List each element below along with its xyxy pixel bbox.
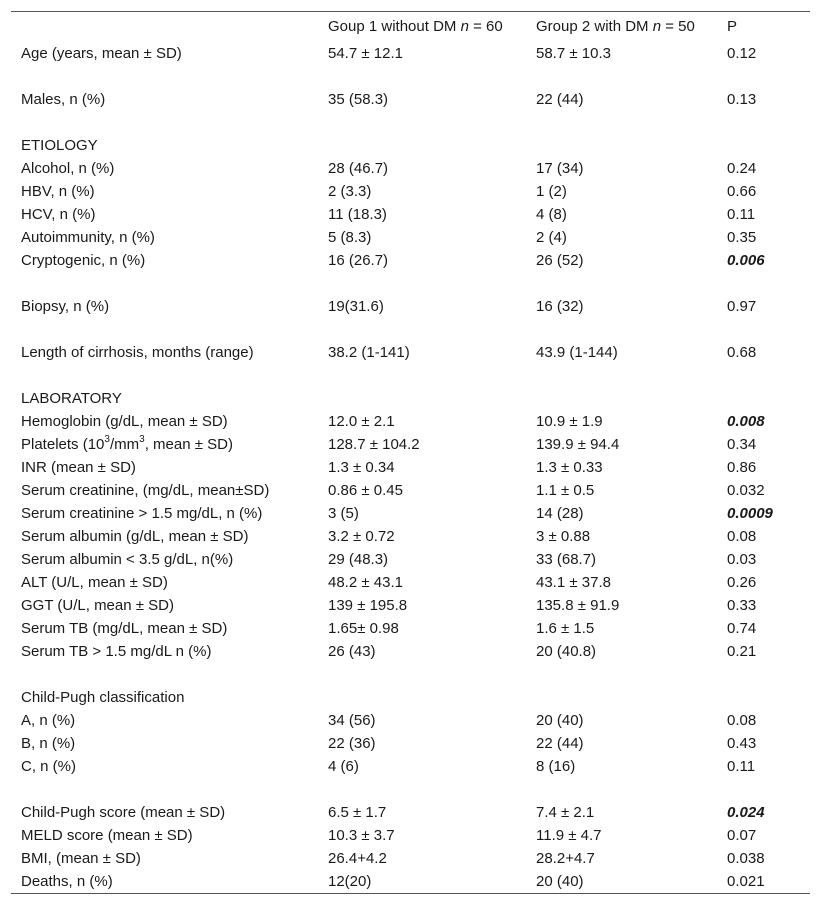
group1-value: 22 (36) — [328, 735, 376, 752]
row-label: Child-Pugh classification — [21, 689, 185, 706]
table-row — [11, 525, 810, 548]
spacer-row — [11, 778, 810, 801]
group1-value: 6.5 ± 1.7 — [328, 804, 387, 821]
group1-value: 11 (18.3) — [328, 206, 387, 223]
p-value: 0.11 — [727, 758, 756, 775]
comparison-table — [11, 11, 810, 894]
table-row — [11, 617, 810, 640]
group2-value: 22 (44) — [536, 91, 584, 108]
group2-value: 20 (40) — [536, 712, 584, 729]
row-label: Serum creatinine > 1.5 mg/dL, n (%) — [21, 505, 263, 522]
group2-value: 4 (8) — [536, 206, 567, 223]
row-label: Biopsy, n (%) — [21, 298, 110, 315]
group2-value: 139.9 ± 94.4 — [536, 436, 620, 453]
group1-value: 35 (58.3) — [328, 91, 389, 108]
p-value: 0.21 — [727, 643, 757, 660]
group2-value: 22 (44) — [536, 735, 584, 752]
table-row — [11, 640, 810, 663]
row-label: Serum albumin (g/dL, mean ± SD) — [21, 528, 249, 545]
group2-value: 20 (40) — [536, 873, 584, 890]
row-label: Deaths, n (%) — [21, 873, 113, 890]
group2-value: 33 (68.7) — [536, 551, 597, 568]
group1-value: 28 (46.7) — [328, 160, 389, 177]
group2-value: 11.9 ± 4.7 — [536, 827, 602, 844]
p-value-significant: 0.008 — [727, 413, 765, 430]
table-row — [11, 479, 810, 502]
row-label: Serum TB (mg/dL, mean ± SD) — [21, 620, 228, 637]
group2-value: 1.6 ± 1.5 — [536, 620, 595, 637]
row-label: BMI, (mean ± SD) — [21, 850, 141, 867]
table-row — [11, 42, 810, 65]
group2-value: 17 (34) — [536, 160, 584, 177]
group1-value: 54.7 ± 12.1 — [328, 45, 403, 62]
p-value-significant: 0.024 — [727, 804, 765, 821]
row-label: LABORATORY — [21, 390, 122, 407]
p-value: 0.12 — [727, 45, 757, 62]
table-row — [11, 824, 810, 847]
row-label: A, n (%) — [21, 712, 76, 729]
group1-value: 3.2 ± 0.72 — [328, 528, 395, 545]
row-label: Serum creatinine, (mg/dL, mean±SD) — [21, 482, 270, 499]
group1-value: 38.2 (1-141) — [328, 344, 410, 361]
row-label-part: /mm — [109, 436, 140, 453]
group2-value: 43.9 (1-144) — [536, 344, 618, 361]
p-value: 0.43 — [727, 735, 757, 752]
group2-value: 58.7 ± 10.3 — [536, 45, 611, 62]
p-value: 0.021 — [727, 873, 765, 890]
row-label — [21, 433, 233, 456]
table-row — [11, 571, 810, 594]
group2-value: 16 (32) — [536, 298, 584, 315]
group1-value: 19(31.6) — [328, 298, 384, 315]
table-row — [11, 157, 810, 180]
group2-value: 43.1 ± 37.8 — [536, 574, 611, 591]
row-label: Alcohol, n (%) — [21, 160, 115, 177]
group1-value: 48.2 ± 43.1 — [328, 574, 403, 591]
group2-value: 20 (40.8) — [536, 643, 597, 660]
row-label-part: , mean ± SD) — [144, 436, 233, 453]
group1-value: 0.86 ± 0.45 — [328, 482, 403, 499]
group2-value: 8 (16) — [536, 758, 576, 775]
p-value: 0.35 — [727, 229, 757, 246]
table-row — [11, 180, 810, 203]
table-row — [11, 295, 810, 318]
p-value: 0.13 — [727, 91, 757, 108]
group1-value: 1.3 ± 0.34 — [328, 459, 395, 476]
table-row — [11, 226, 810, 249]
table-body — [11, 42, 810, 893]
p-value-significant: 0.0009 — [727, 505, 773, 522]
spacer-row — [11, 272, 810, 295]
p-value: 0.032 — [727, 482, 765, 499]
row-label: Hemoglobin (g/dL, mean ± SD) — [21, 413, 228, 430]
row-label: Cryptogenic, n (%) — [21, 252, 146, 269]
table-row — [11, 732, 810, 755]
group1-value: 34 (56) — [328, 712, 376, 729]
group1-value: 3 (5) — [328, 505, 359, 522]
group2-value: 2 (4) — [536, 229, 567, 246]
p-value: 0.11 — [727, 206, 756, 223]
group2-value: 10.9 ± 1.9 — [536, 413, 603, 430]
p-value: 0.34 — [727, 436, 757, 453]
row-label: MELD score (mean ± SD) — [21, 827, 193, 844]
p-value: 0.26 — [727, 574, 757, 591]
row-label: Males, n (%) — [21, 91, 106, 108]
table-bottom-rule — [11, 893, 810, 894]
group1-value: 139 ± 195.8 — [328, 597, 408, 614]
row-label: C, n (%) — [21, 758, 77, 775]
table-row — [11, 88, 810, 111]
table-row — [11, 502, 810, 525]
table-row — [11, 203, 810, 226]
table-row — [11, 433, 810, 456]
table-row — [11, 410, 810, 433]
p-value: 0.038 — [727, 850, 765, 867]
table-row — [11, 870, 810, 893]
p-value: 0.74 — [727, 620, 757, 637]
header-group2: Group 2 with DM n = 50 — [536, 18, 695, 35]
row-label: Age (years, mean ± SD) — [21, 45, 182, 62]
p-value: 0.08 — [727, 528, 757, 545]
row-label: HCV, n (%) — [21, 206, 96, 223]
p-value: 0.66 — [727, 183, 757, 200]
table-row — [11, 594, 810, 617]
group2-value: 3 ± 0.88 — [536, 528, 591, 545]
table-row — [11, 686, 810, 709]
header-group1: Goup 1 without DM n = 60 — [328, 18, 503, 35]
row-label-part: 3 — [139, 434, 145, 445]
p-value: 0.24 — [727, 160, 757, 177]
group2-value: 14 (28) — [536, 505, 584, 522]
p-value: 0.07 — [727, 827, 757, 844]
group1-value: 12(20) — [328, 873, 372, 890]
table-row — [11, 341, 810, 364]
p-value: 0.33 — [727, 597, 757, 614]
table-row — [11, 801, 810, 824]
table-row — [11, 755, 810, 778]
group1-value: 29 (48.3) — [328, 551, 389, 568]
header-p: P — [727, 18, 738, 35]
spacer-row — [11, 65, 810, 88]
group1-value: 2 (3.3) — [328, 183, 372, 200]
table-row — [11, 387, 810, 410]
group1-value: 26 (43) — [328, 643, 376, 660]
group2-value: 1 (2) — [536, 183, 567, 200]
row-label: B, n (%) — [21, 735, 76, 752]
row-label: ETIOLOGY — [21, 137, 98, 154]
row-label-part: 3 — [104, 434, 110, 445]
spacer-row — [11, 364, 810, 387]
group1-value: 12.0 ± 2.1 — [328, 413, 395, 430]
row-label-part: Platelets (10 — [21, 436, 105, 453]
row-label: Serum TB > 1.5 mg/dL n (%) — [21, 643, 212, 660]
group1-value: 4 (6) — [328, 758, 359, 775]
p-value: 0.03 — [727, 551, 757, 568]
table-row — [11, 456, 810, 479]
group2-value: 26 (52) — [536, 252, 584, 269]
group2-value: 1.1 ± 0.5 — [536, 482, 595, 499]
spacer-row — [11, 111, 810, 134]
table-row — [11, 134, 810, 157]
group1-value: 1.65± 0.98 — [328, 620, 399, 637]
group1-value: 16 (26.7) — [328, 252, 389, 269]
spacer-row — [11, 663, 810, 686]
p-value: 0.86 — [727, 459, 757, 476]
table-row — [11, 709, 810, 732]
group1-value: 5 (8.3) — [328, 229, 372, 246]
table-row — [11, 548, 810, 571]
row-label: ALT (U/L, mean ± SD) — [21, 574, 168, 591]
row-label: HBV, n (%) — [21, 183, 95, 200]
row-label: Autoimmunity, n (%) — [21, 229, 155, 246]
group2-value: 28.2+4.7 — [536, 850, 595, 867]
table-row — [11, 847, 810, 870]
table-header-row — [11, 12, 810, 42]
p-value-significant: 0.006 — [727, 252, 765, 269]
row-label: INR (mean ± SD) — [21, 459, 136, 476]
row-label: Serum albumin < 3.5 g/dL, n(%) — [21, 551, 234, 568]
p-value: 0.68 — [727, 344, 757, 361]
group1-value: 26.4+4.2 — [328, 850, 387, 867]
p-value: 0.97 — [727, 298, 757, 315]
group2-value: 1.3 ± 0.33 — [536, 459, 603, 476]
group1-value: 128.7 ± 104.2 — [328, 436, 420, 453]
group2-value: 7.4 ± 2.1 — [536, 804, 595, 821]
p-value: 0.08 — [727, 712, 757, 729]
group2-value: 135.8 ± 91.9 — [536, 597, 620, 614]
row-label: Child-Pugh score (mean ± SD) — [21, 804, 226, 821]
group1-value: 10.3 ± 3.7 — [328, 827, 395, 844]
table-row — [11, 249, 810, 272]
spacer-row — [11, 318, 810, 341]
row-label: GGT (U/L, mean ± SD) — [21, 597, 174, 614]
row-label: Length of cirrhosis, months (range) — [21, 344, 254, 361]
